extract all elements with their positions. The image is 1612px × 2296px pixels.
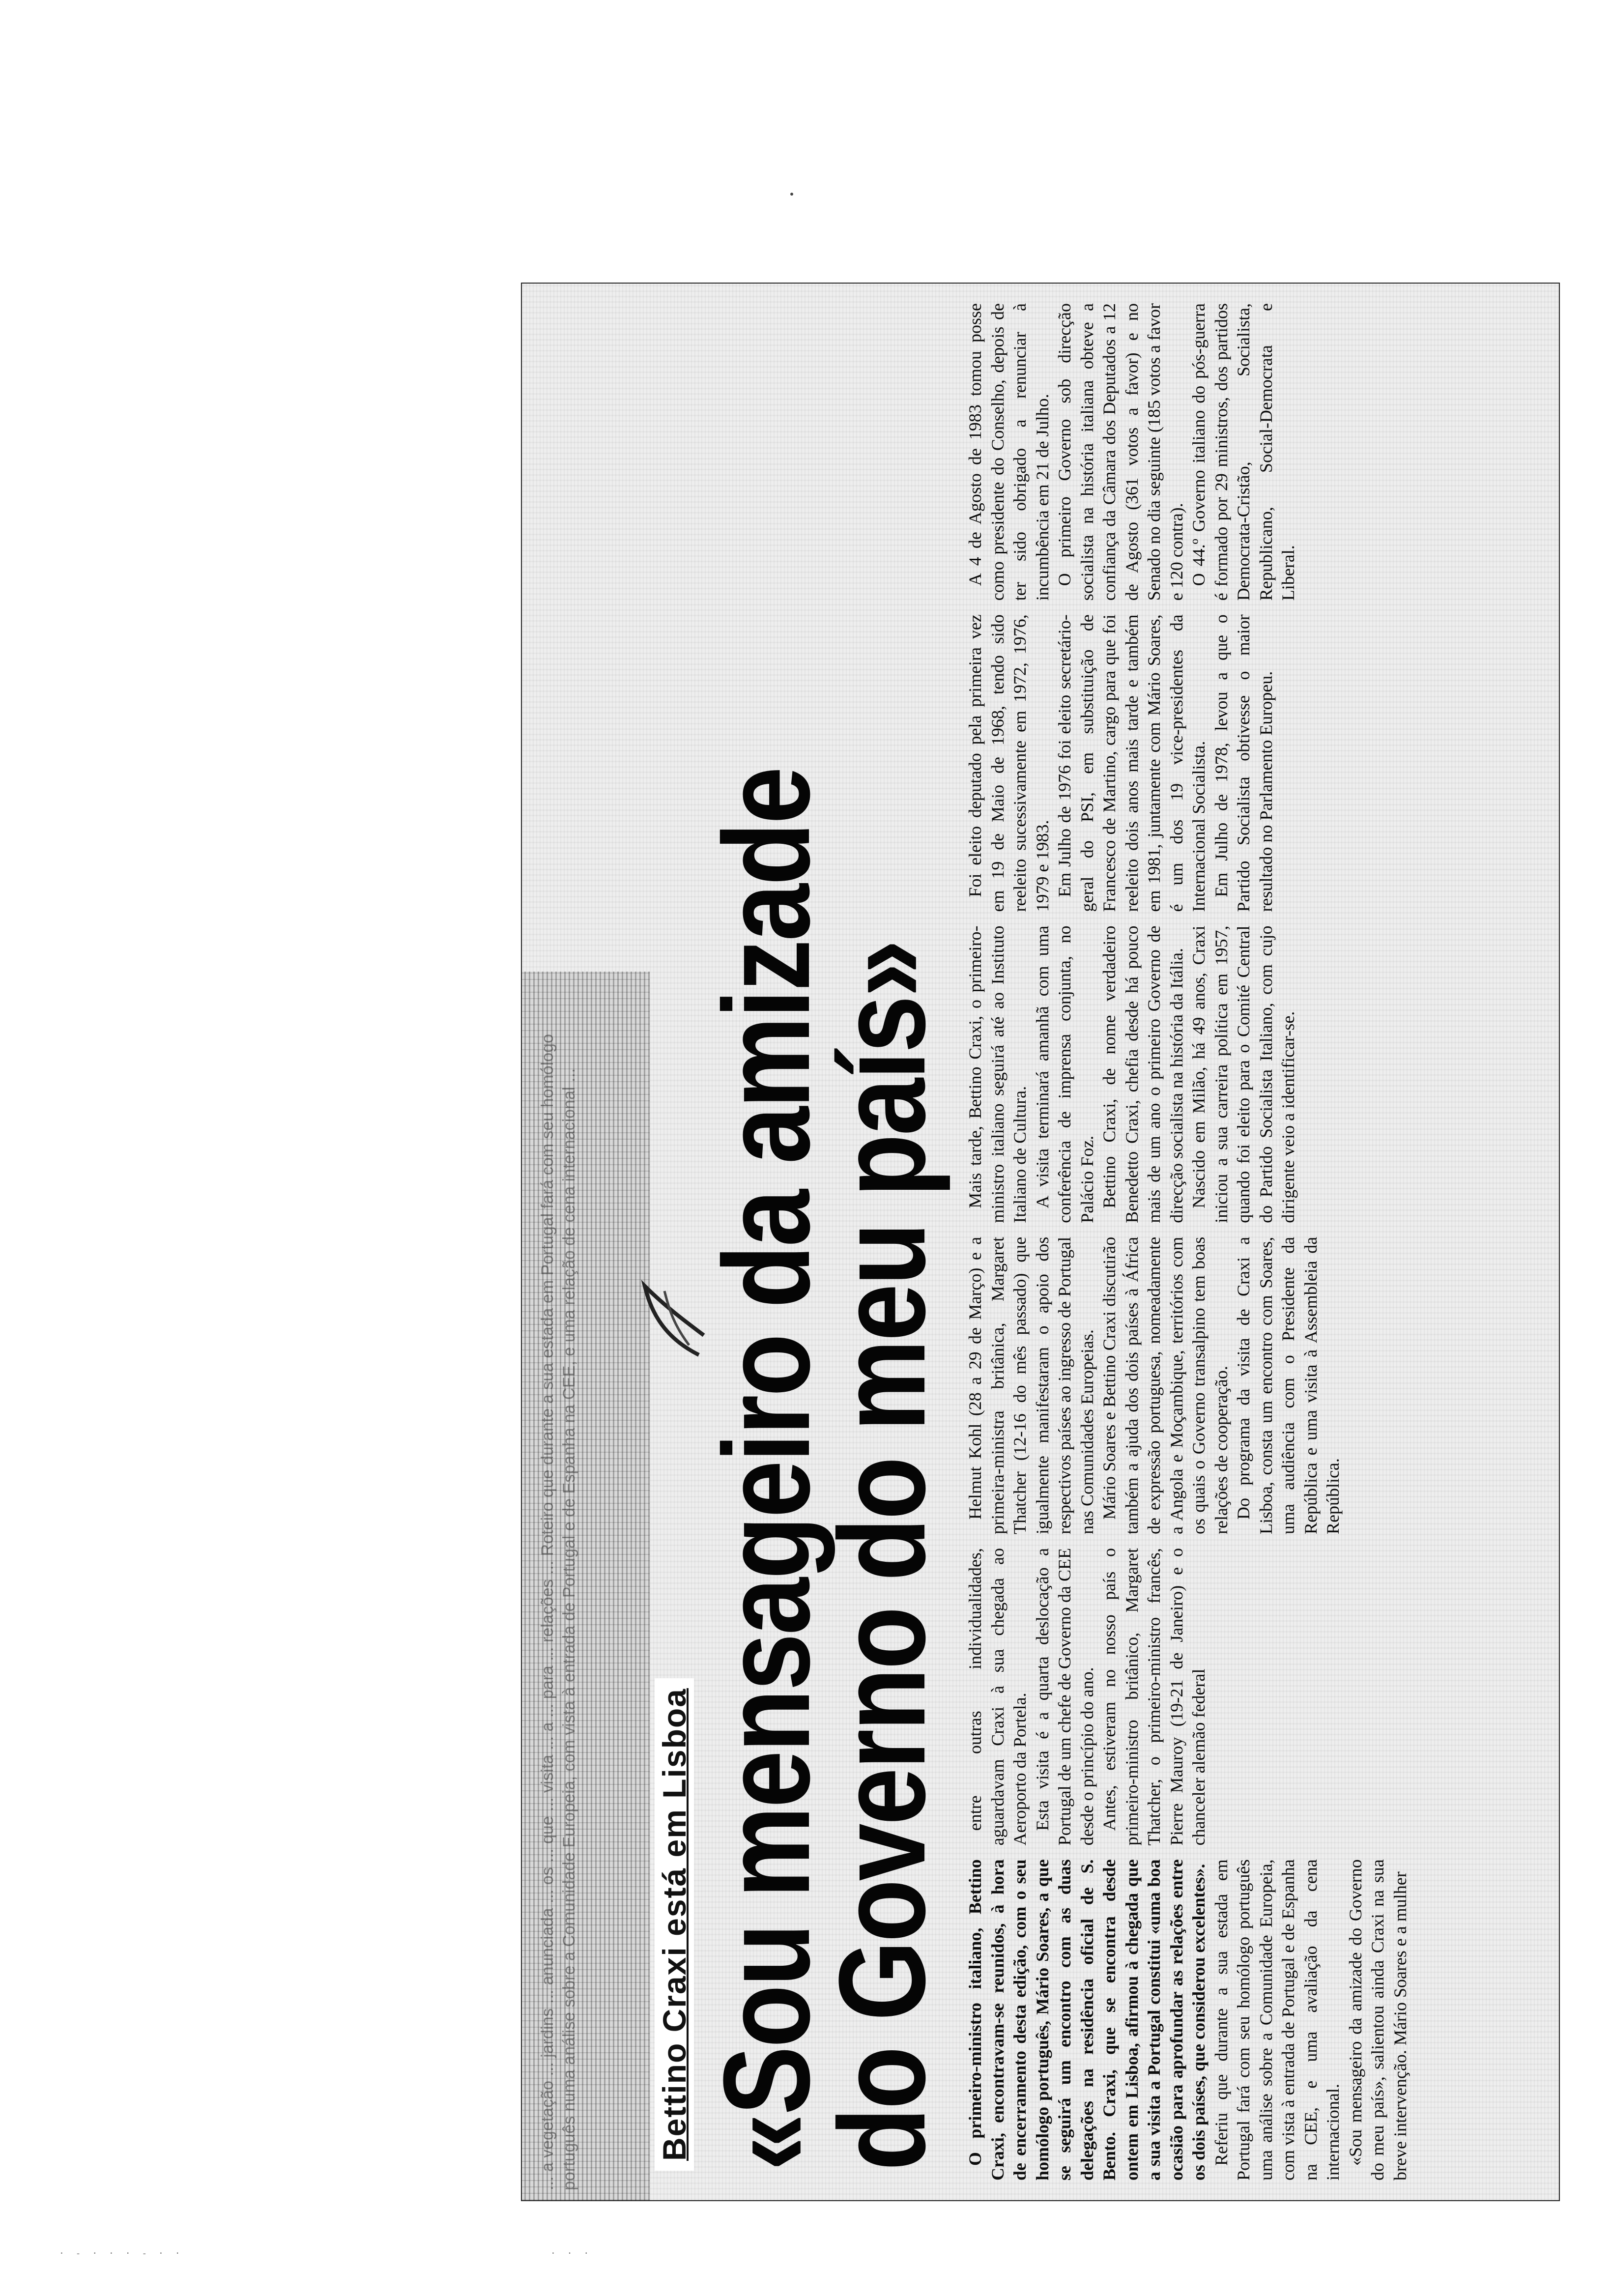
article-paragraph: Em Julho de 1978, levou a que o Partido Socialista obtivesse o maior resultado no Parlamento Europeu. <box>1211 614 1276 912</box>
article-paragraph: entre outras individualidades, aguardavam Craxi à sua chegada ao Aeroporto da Portela. <box>965 1548 1030 1846</box>
article-paragraph: O primeiro Governo sob direcção socialista na história italiana obteve a confiança da Câmara dos Deputados a 12 de Agosto (361 votos a favor) e no Senado no dia seguinte (185 votos a favor e 120 contra). <box>1055 303 1186 601</box>
scan-noise-left: · - · · · - · · <box>59 2248 183 2259</box>
headline <box>698 303 950 2171</box>
scan-noise-right: · · · <box>550 2248 592 2259</box>
article-paragraph: A 4 de Agosto de 1983 tomou posse como presidente do Conselho, depois de ter sido obrigado a renunciar à incumbência em 21 de Julho. <box>965 303 1052 601</box>
article-column-6 <box>964 303 1549 601</box>
article-paragraph: Esta visita é a quarta deslocação a Portugal de um chefe de Governo da CEE desde o princípio do ano. <box>1032 1548 1097 1846</box>
adjacent-article-text: ... a vegetação ... jardins ... anunciada ... os ... que ... visita ... a ... para ... relações ... Roteiro que durante a sua estada em Portugal fará com seu homólogo português numa análise sobre a Comunidade Europeia, com vista à entrada de Portugal e de Espanha na CEE, e uma relação de cena internacional ... <box>538 1029 578 2190</box>
article-paragraph: Bettino Craxi, de nome verdadeiro Benedetto Craxi, chefia desde há pouco mais de um ano o primeiro Governo de direcção socialista na história da Itália. <box>1099 925 1186 1223</box>
article-body <box>964 303 1549 2181</box>
article-column-4 <box>964 926 1549 1223</box>
article-kicker: Bettino Craxi está em Lisboa <box>655 1678 694 2171</box>
article-column-5 <box>964 614 1549 912</box>
article-paragraph: A visita terminará amanhã com uma conferência de imprensa conjunta, no Palácio Foz. <box>1032 925 1097 1223</box>
article-paragraph: Referiu que durante a sua estada em Portugal fará com seu homólogo português uma análise sobre a Comunidade Europeia, com vista à entrada de Portugal e de Espanha na CEE, e uma avaliação da cena internacional. <box>1211 1859 1343 2181</box>
article-paragraph: Helmut Kohl (28 a 29 de Março) e a primeira-ministra britânica, Margaret Thatcher (12-16 do mês passado) que igualmente manifestaram o apoio dos respectivos países ao ingresso de Portugal nas Comunidades Europeias. <box>965 1236 1097 1535</box>
article-column-1 <box>964 1859 1549 2181</box>
article-column-2 <box>964 1548 1549 1845</box>
newspaper-clipping <box>521 283 1560 2201</box>
stray-dot <box>790 193 793 196</box>
article-paragraph: Mais tarde, Bettino Craxi, o primeiro-ministro italiano seguirá até ao Instituto Italiano de Cultura. <box>965 925 1030 1223</box>
clipping-content-rotated <box>522 284 1559 2200</box>
article-paragraph: Do programa da visita de Craxi a Lisboa, consta um encontro com Soares, uma audiência com o Presidente da República e uma visita à Assembleia da República. <box>1234 1236 1343 1535</box>
article-paragraph: Em Julho de 1976 foi eleito secretário-geral do PSI, em substituição de Francesco de Martino, cargo para que foi reeleito dois anos mais tarde e também em 1981, juntamente com Mário Soares, é um dos 19 vice-presidentes da Internacional Socialista. <box>1055 614 1209 912</box>
decorative-swirl <box>630 1276 709 1365</box>
article-paragraph: Antes, estiveram no nosso país o primeiro-ministro britânico, Margaret Thatcher, o primeiro-ministro francês, Pierre Mauroy (19-21 de Janeiro) e o chanceler alemão federal <box>1099 1548 1209 1846</box>
article-paragraph: Mário Soares e Bettino Craxi discutirão também a ajuda dos dois países à África de expressão portuguesa, nomeadamente a Angola e Moçambique, territórios com os quais o Governo transalpino tem boas relações de cooperação. <box>1099 1236 1231 1535</box>
article-paragraph: Nascido em Milão, há 49 anos, Craxi iniciou a sua carreira política em 1957, quando foi eleito para o Comité Central do Partido Socialista Italiano, com cujo dirigente veio a identificar-se. <box>1189 925 1298 1223</box>
adjacent-article-strip <box>522 972 650 2200</box>
article-column-3 <box>964 1237 1549 1534</box>
article-paragraph: «Sou mensageiro da amizade do Governo do meu país», salientou ainda Craxi na sua breve intervenção. Mário Soares e a mulher <box>1345 1859 1410 2181</box>
article-paragraph: Foi eleito deputado pela primeira vez em 19 de Maio de 1968, tendo sido reeleito sucessivamente em 1972, 1976, 1979 e 1983. <box>965 614 1052 912</box>
article-paragraph: O 44.º Governo italiano do pós-guerra é formado por 29 ministros, dos partidos Democrata-Cristão, Socialista, Republicano, Social-Democrata e Liberal. <box>1189 303 1298 601</box>
headline-line-1: «Sou mensageiro da amizade <box>698 768 835 2171</box>
headline-line-2: do Governo do meu país» <box>813 941 950 2171</box>
article-paragraph: O primeiro-ministro italiano, Bettino Craxi, encontravam-se reunidos, à hora de encerramento desta edição, com o seu homólogo português, Mário Soares, a que se seguirá um encontro com as duas delegações na residência oficial de S. Bento. Craxi, que se encontra desde ontem em Lisboa, afirmou à chegada que a sua visita a Portugal constitui «uma boa ocasião para aprofundar as relações entre os dois países, que considerou excelentes». <box>965 1859 1209 2181</box>
